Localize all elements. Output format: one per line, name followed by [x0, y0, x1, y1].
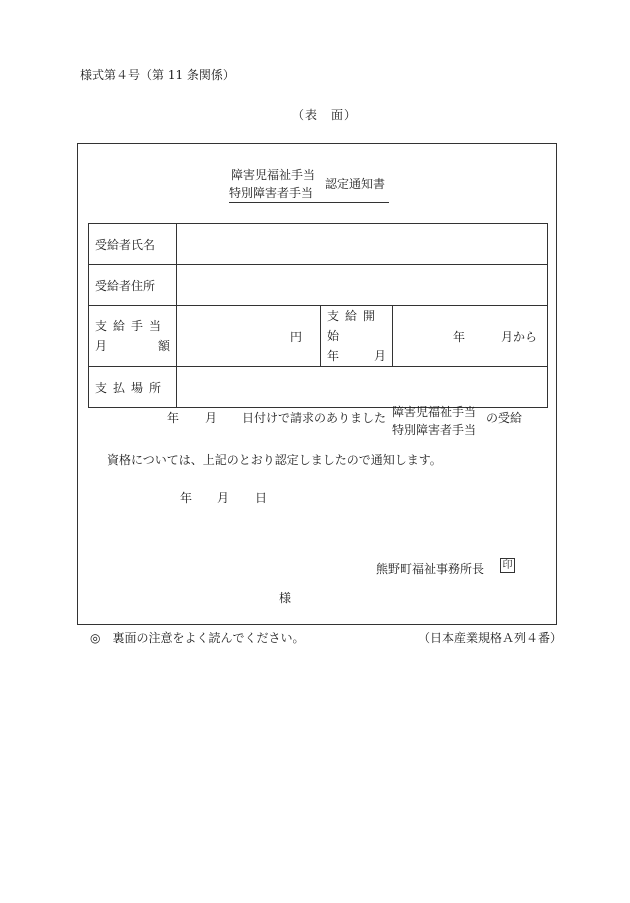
info-table	[88, 223, 548, 408]
start-month-label-line2	[327, 346, 386, 366]
yen-unit: 円	[289, 329, 302, 344]
table-row	[89, 224, 548, 265]
title-allowance-1: 障害児福祉手当	[231, 168, 316, 182]
paper-spec: （日本産業規格Ａ列４番）	[418, 631, 563, 645]
table-row	[89, 367, 548, 408]
body-day-text: 日付けで請求のありました	[242, 411, 387, 425]
document-title	[229, 166, 389, 203]
body-allowance-2: 特別障害者手当	[392, 423, 477, 437]
footer-note: ◎ 裏面の注意をよく読んでください。	[90, 631, 305, 645]
body-month: 月	[205, 411, 218, 425]
start-label-month: 月	[373, 349, 386, 363]
monthly-amount-label-line2	[95, 336, 170, 356]
recipient-name-field[interactable]	[177, 224, 548, 265]
side-label: （表 面）	[292, 108, 358, 122]
start-value-month: 月から	[501, 329, 538, 344]
monthly-amount-label-amount: 額	[157, 339, 170, 353]
body-line-2: 資格については、上記のとおり認定しましたので通知します。	[107, 453, 442, 467]
issue-date-year: 年	[180, 491, 193, 505]
start-month-field[interactable]	[393, 306, 548, 367]
start-label-year: 年	[327, 349, 340, 363]
table-row	[89, 306, 548, 367]
payment-place-label: 支払場所	[89, 367, 177, 408]
seal-icon: 印	[500, 558, 515, 573]
form-number: 様式第４号（第 11 条関係）	[80, 68, 235, 82]
monthly-amount-field[interactable]	[177, 306, 321, 367]
addressee-honorific: 様	[279, 591, 292, 605]
body-allowance-1: 障害児福祉手当	[392, 405, 477, 419]
issue-date-day: 日	[255, 491, 268, 505]
start-month-label	[321, 306, 393, 367]
recipient-name-label: 受給者氏名	[89, 224, 177, 265]
recipient-address-label: 受給者住所	[89, 265, 177, 306]
monthly-amount-label-month: 月	[95, 339, 108, 353]
title-allowance-2: 特別障害者手当	[229, 186, 314, 200]
body-allowance-choice	[392, 403, 482, 437]
monthly-amount-label	[89, 306, 177, 367]
issue-date-month: 月	[217, 491, 230, 505]
monthly-amount-label-line1: 支給手当	[95, 319, 168, 333]
body-suffix: の受給	[486, 411, 523, 425]
recipient-address-field[interactable]	[177, 265, 548, 306]
title-main: 認定通知書	[325, 177, 386, 191]
payment-place-field[interactable]	[177, 367, 548, 408]
issuer-name: 熊野町福祉事務所長	[376, 562, 485, 576]
start-value-year: 年	[453, 329, 466, 344]
start-month-label-line1: 支給開始	[327, 309, 382, 343]
table-row	[89, 265, 548, 306]
body-year: 年	[167, 411, 180, 425]
